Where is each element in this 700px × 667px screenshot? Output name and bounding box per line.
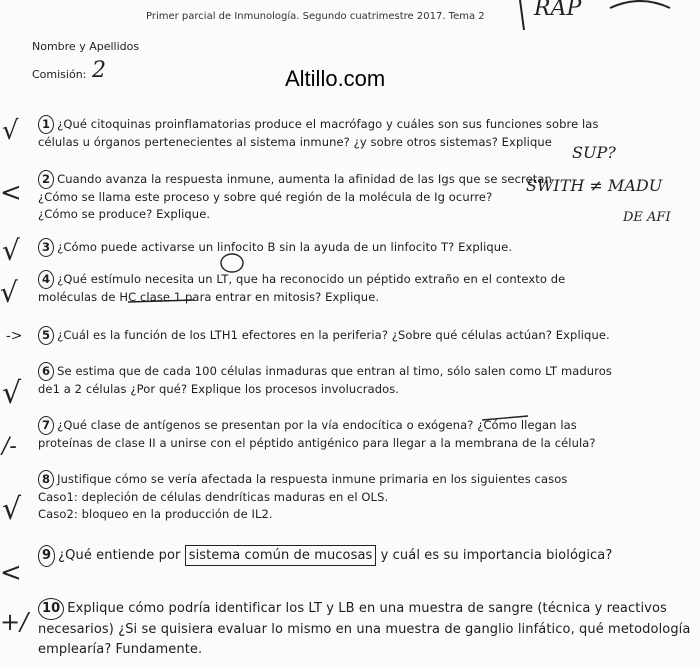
note-line-2: SWITH ≠ MADU [526,176,663,195]
question-line: ¿Cómo se llama este proceso y sobre qué región de la molécula de Ig ocurre? [38,190,493,204]
note-line-1: SUP? [572,143,616,162]
margin-mark-3: √ [2,234,20,267]
question-line: Explique cómo podría identificar los LT y LB en una muestra de sangre (técnica y reactivos [67,601,667,616]
question-number: 8 [38,470,54,489]
question-6 [38,362,694,398]
question-line: necesarios) ¿Si se quisiera evaluar lo mismo en una muestra de ganglio linfático, qué metodología [38,622,691,637]
commission-label: Comisión: [32,68,87,81]
question-1 [38,115,694,151]
question-number: 6 [38,362,54,381]
question-number: 10 [38,598,64,620]
question-5 [38,326,694,345]
question-line: moléculas de HC clase 1 para entrar en mitosis? Explique. [38,290,380,304]
question-number: 9 [38,545,55,567]
margin-mark-7: /- [2,434,17,459]
note-line-3: DE AFI [623,210,671,225]
question-line: ¿Cómo se produce? Explique. [38,207,211,221]
question-2 [38,170,694,223]
margin-mark-10: +/ [0,608,29,636]
question-line: células u órganos pertenecientes al sistema inmune? ¿y sobre otros sistemas? Explique [38,135,552,149]
question-7 [38,416,694,452]
question-line-pre: ¿Qué entiende por [58,548,181,563]
commission-value: 2 [92,58,106,83]
question-number: 3 [38,238,54,257]
question-9 [38,545,694,567]
question-number: 2 [38,170,54,189]
name-label: Nombre y Apellidos [32,40,140,53]
question-line: ¿Cuál es la función de los LTH1 efectores en la periferia? ¿Sobre qué células actúan? Explique. [57,328,610,342]
case-1-line: Caso1: depleción de células dendríticas maduras en el OLS. [38,490,389,504]
question-line: ¿Qué estímulo necesita un LT, que ha reconocido un péptido extraño en el contexto de [57,272,566,286]
margin-mark-5: -> [6,328,23,344]
question-line: ¿Qué clase de antígenos se presentan por la vía endocítica o exógena? ¿Cómo llegan las [57,418,577,432]
case-2-line: Caso2: bloqueo en la producción de IL2. [38,507,273,521]
boxed-term: sistema común de mucosas [185,545,377,566]
margin-mark-2: < [0,178,22,208]
question-line: ¿Qué citoquinas proinflamatorias produce el macrófago y cuáles son sus funciones sobre las [57,117,599,131]
question-number: 5 [38,326,54,345]
question-line-post: y cuál es su importancia biológica? [380,548,613,563]
margin-mark-8: √ [2,492,22,527]
margin-mark-4: √ [0,276,18,309]
question-4 [38,270,694,306]
margin-mark-1: √ [2,116,19,146]
margin-mark-9: < [0,558,22,588]
question-line: emplearía? Fundamente. [38,642,203,657]
handwritten-initials: RAP [534,0,582,21]
exam-title: Primer parcial de Inmunología. Segundo cuatrimestre 2017. Tema 2 [146,11,485,22]
margin-mark-6: √ [2,376,22,411]
question-line: Justifique cómo se vería afectada la respuesta inmune primaria en los siguientes casos [57,472,568,486]
question-number: 1 [38,115,54,134]
watermark: Altillo.com [285,66,386,91]
question-line: Cuando avanza la respuesta inmune, aumenta la afinidad de las Igs que se secretan [57,172,552,186]
question-10 [38,598,694,660]
question-8 [38,470,694,523]
question-3 [38,238,694,257]
question-line: proteínas de clase II a unirse con el péptido antigénico para llegar a la membrana de la célula? [38,436,596,450]
question-line: ¿Cómo puede activarse un linfocito B sin la ayuda de un linfocito T? Explique. [57,240,513,254]
question-number: 7 [38,416,54,435]
question-line: Se estima que de cada 100 células inmaduras que entran al timo, sólo salen como LT maduros [57,364,612,378]
question-number: 4 [38,270,54,289]
question-line: de1 a 2 células ¿Por qué? Explique los procesos involucrados. [38,382,400,396]
